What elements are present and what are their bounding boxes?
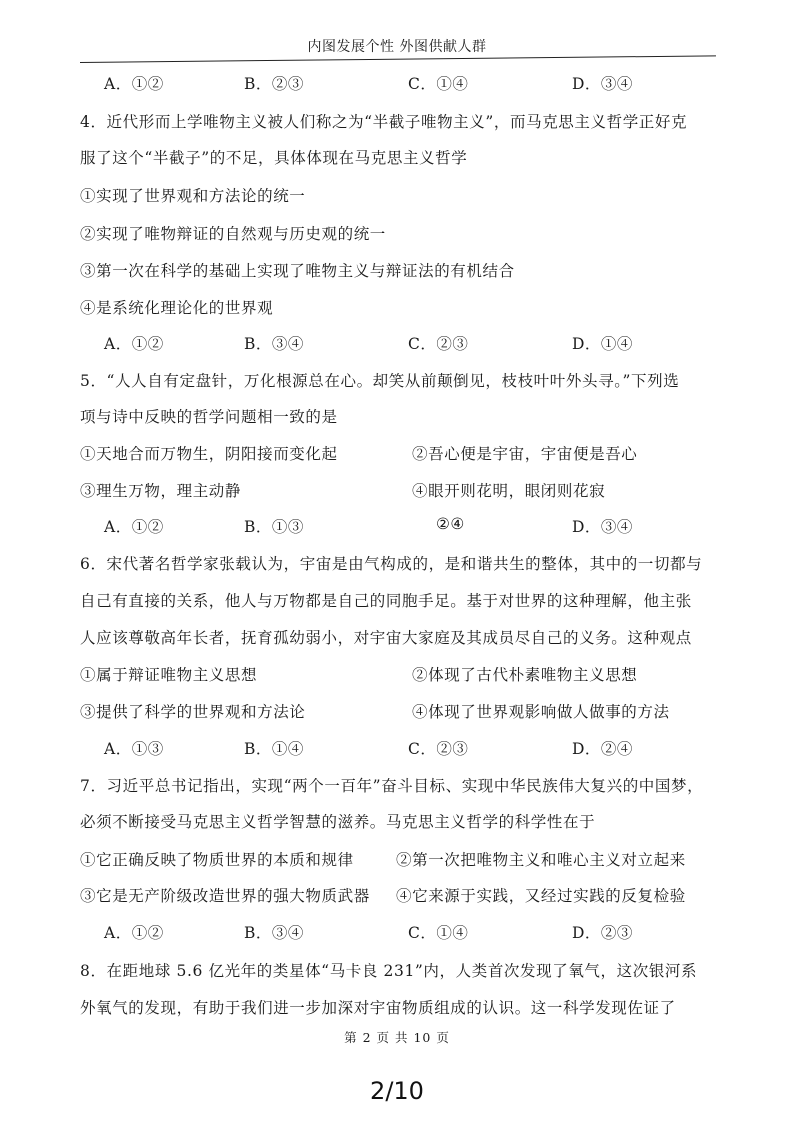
q7-item-2: ②第一次把唯物主义和唯心主义对立起来 — [396, 851, 686, 869]
q7-option-a: A．①② — [104, 924, 164, 942]
q5-item-1: ①天地合而万物生，阴阳接而变化起 — [80, 445, 338, 463]
page-footer: 第 2 页 共 10 页 — [344, 1030, 450, 1045]
q6-item-1: ①属于辩证唯物主义思想 — [80, 666, 258, 684]
page-indicator: 2/10 — [370, 1077, 424, 1105]
q4-stem-line1: 4．近代形而上学唯物主义被人们称之为“半截子唯物主义”，而马克思主义哲学正好克 — [80, 113, 688, 131]
q4-option-b: B．③④ — [244, 335, 304, 353]
q8-stem-line1: 8．在距地球 5.6 亿光年的类星体“马卡良 231”内，人类首次发现了氧气，这次银河系 — [80, 962, 698, 980]
q4-item-3: ③第一次在科学的基础上实现了唯物主义与辩证法的有机结合 — [80, 262, 515, 280]
q5-option-a: A．①② — [104, 518, 164, 536]
q6-option-c: C．②③ — [408, 740, 469, 758]
q6-stem-line2: 自己有直接的关系，他人与万物都是自己的同胞手足。基于对世界的这种理解，他主张 — [80, 592, 692, 610]
q6-stem-line3: 人应该尊敬高年长者，抚育孤幼弱小，对宇宙大家庭及其成员尽自己的义务。这种观点 — [80, 629, 692, 647]
q4-item-4: ④是系统化理论化的世界观 — [80, 299, 274, 317]
q7-option-b: B．③④ — [244, 924, 304, 942]
q4-stem-line2: 服了这个“半截子”的不足，具体体现在马克思主义哲学 — [80, 149, 468, 167]
q5-stem-line1: 5．“人人自有定盘针，万化根源总在心。却笑从前颠倒见，枝枝叶叶外头寻。”下列选 — [80, 372, 680, 390]
q3-option-b: B．②③ — [244, 75, 304, 93]
page-header: 内图发展个性 外图供献人群 — [307, 39, 487, 55]
q8-stem-line2: 外氧气的发现，有助于我们进一步加深对宇宙物质组成的认识。这一科学发现佐证了 — [80, 999, 676, 1017]
q6-option-b: B．①④ — [244, 740, 304, 758]
q5-item-2: ②吾心便是宇宙，宇宙便是吾心 — [412, 445, 638, 463]
q5-item-4: ④眼开则花明，眼闭则花寂 — [412, 482, 606, 500]
q6-item-2: ②体现了古代朴素唯物主义思想 — [412, 666, 638, 684]
q5-option-b: B．①③ — [244, 518, 304, 536]
q7-option-d: D．②③ — [572, 924, 633, 942]
q6-option-a: A．①③ — [104, 740, 164, 758]
q7-stem-line2: 必须不断接受马克思主义哲学智慧的滋养。马克思主义哲学的科学性在于 — [80, 813, 596, 831]
q5-option-c: ②④ — [436, 515, 465, 533]
q3-option-d: D．③④ — [572, 75, 633, 93]
q6-stem-line1: 6．宋代著名哲学家张载认为，宇宙是由气构成的，是和谐共生的整体，其中的一切都与 — [80, 555, 703, 573]
q5-stem-line2: 项与诗中反映的哲学问题相一致的是 — [80, 408, 338, 426]
q3-option-c: C．①④ — [408, 75, 469, 93]
q7-option-c: C．①④ — [408, 924, 469, 942]
q4-item-1: ①实现了世界观和方法论的统一 — [80, 187, 306, 205]
q6-item-3: ③提供了科学的世界观和方法论 — [80, 703, 306, 721]
q4-item-2: ②实现了唯物辩证的自然观与历史观的统一 — [80, 225, 386, 243]
q7-item-4: ④它来源于实践，又经过实践的反复检验 — [396, 887, 686, 905]
q6-item-4: ④体现了世界观影响做人做事的方法 — [412, 703, 670, 721]
q5-option-d: D．③④ — [572, 518, 633, 536]
q5-item-3: ③理生万物，理主动静 — [80, 482, 242, 500]
q6-option-d: D．②④ — [572, 740, 633, 758]
q7-stem-line1: 7．习近平总书记指出，实现“两个一百年”奋斗目标、实现中华民族伟大复兴的中国梦， — [80, 777, 704, 795]
q4-option-a: A．①② — [104, 335, 164, 353]
q7-item-1: ①它正确反映了物质世界的本质和规律 — [80, 851, 354, 869]
q3-option-a: A．①② — [104, 75, 164, 93]
q4-option-d: D．①④ — [572, 335, 633, 353]
header-divider — [80, 55, 716, 63]
q4-option-c: C．②③ — [408, 335, 469, 353]
q7-item-3: ③它是无产阶级改造世界的强大物质武器 — [80, 887, 370, 905]
